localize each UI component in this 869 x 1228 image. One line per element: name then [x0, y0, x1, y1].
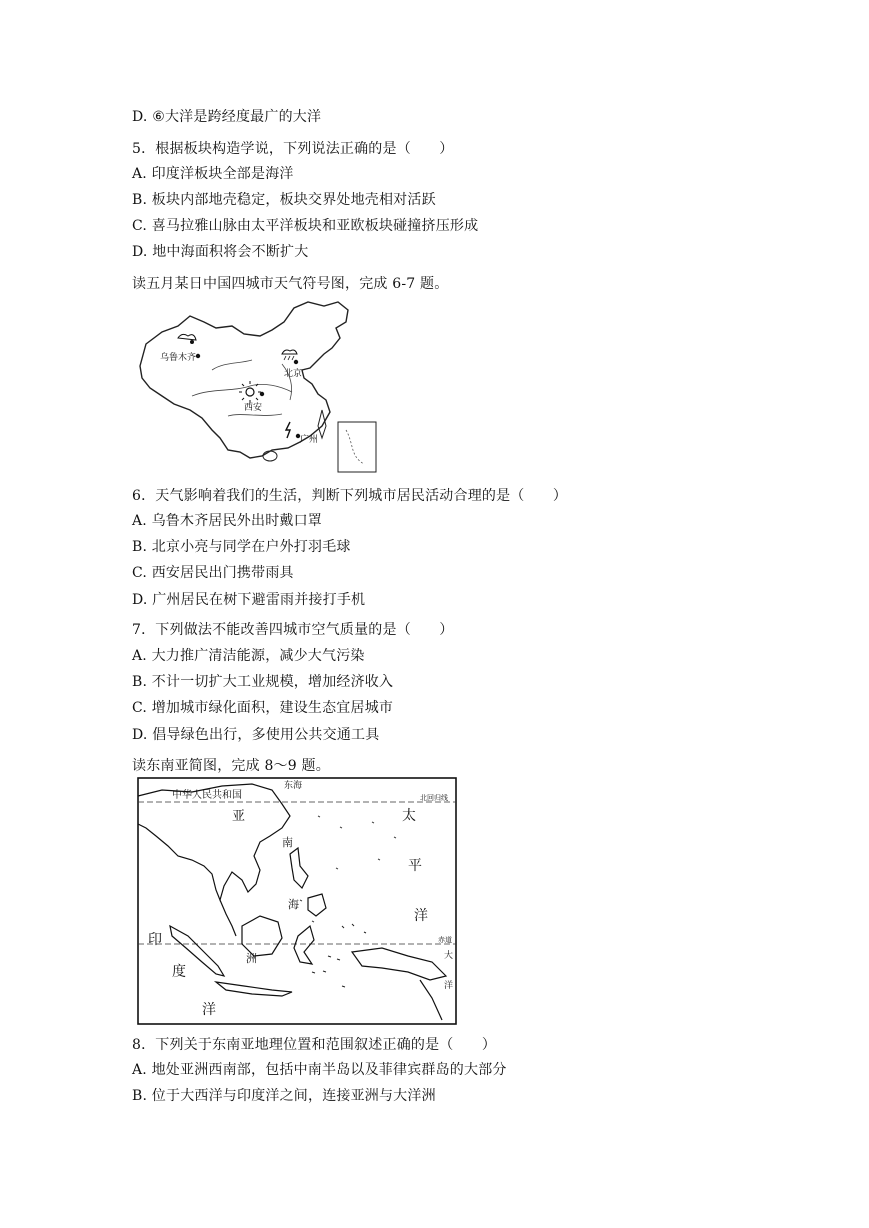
label-da: 大: [444, 951, 454, 961]
q6-option-d: D. 广州居民在树下避雷雨并接打手机: [132, 592, 366, 608]
intro-q8-9: 读东南亚简图，完成 8～9 题。: [132, 758, 330, 774]
q5-option-c: C. 喜马拉雅山脉由太平洋板块和亚欧板块碰撞挤压形成: [132, 218, 479, 234]
label-indian-3: 洋: [202, 1002, 216, 1018]
xian-dot: [260, 392, 264, 396]
label-tropic: 北回归线: [420, 794, 448, 802]
label-south: 南: [282, 836, 293, 849]
q7-option-a: A. 大力推广清洁能源，减少大气污染: [132, 648, 365, 664]
urumqi-label: 乌鲁木齐: [160, 353, 197, 363]
beijing-dot: [294, 360, 298, 364]
guangzhou-label: 广州: [300, 435, 319, 445]
southeast-asia-map: [132, 776, 462, 1028]
label-yang2: 洋: [444, 981, 454, 991]
label-pacific-1: 太: [402, 808, 416, 824]
label-east-sea: 东海: [284, 781, 303, 791]
label-indian-2: 度: [172, 964, 186, 980]
question-5: 5．根据板块构造学说，下列说法正确的是（ ）: [132, 141, 454, 157]
q7-option-c: C. 增加城市绿化面积，建设生态宜居城市: [132, 700, 394, 716]
q6-option-c: C. 西安居民出门携带雨具: [132, 565, 294, 581]
label-equator: 赤道: [438, 936, 452, 944]
q5-option-b: B. 板块内部地壳稳定，板块交界处地壳相对活跃: [132, 192, 436, 208]
label-prc: 中华人民共和国: [172, 790, 242, 801]
urumqi-dot: [196, 354, 200, 358]
q5-option-d: D. 地中海面积将会不断扩大: [132, 244, 309, 260]
label-pacific-3: 洋: [414, 908, 428, 924]
label-zhou: 洲: [246, 952, 257, 965]
question-7: 7．下列做法不能改善四城市空气质量的是（ ）: [132, 622, 454, 638]
china-weather-map: [132, 296, 382, 476]
q7-option-b: B. 不计一切扩大工业规模，增加经济收入: [132, 674, 394, 690]
question-8: 8．下列关于东南亚地理位置和范围叙述正确的是（ ）: [132, 1037, 497, 1053]
q4-option-d: D. ⑥大洋是跨经度最广的大洋: [132, 109, 322, 125]
xian-label: 西安: [244, 403, 263, 413]
beijing-weather-icon: [282, 350, 297, 360]
label-indian-1: 印: [148, 932, 162, 948]
guangzhou-thunder-icon: [286, 422, 290, 438]
label-sea: 海: [288, 898, 299, 911]
q5-option-a: A. 印度洋板块全部是海洋: [132, 166, 294, 182]
xian-sun-icon: [239, 381, 261, 403]
beijing-label: 北京: [284, 369, 303, 379]
q8-option-b: B. 位于大西洋与印度洋之间，连接亚洲与大洋洲: [132, 1088, 436, 1104]
urumqi-weather-icon: [178, 334, 196, 344]
q8-option-a: A. 地处亚洲西南部，包括中南半岛以及菲律宾群岛的大部分: [132, 1062, 507, 1078]
intro-q6-7: 读五月某日中国四城市天气符号图，完成 6-7 题。: [132, 276, 449, 292]
q7-option-d: D. 倡导绿色出行，多使用公共交通工具: [132, 727, 380, 743]
question-6: 6．天气影响着我们的生活，判断下列城市居民活动合理的是（ ）: [132, 488, 568, 504]
label-pacific-2: 平: [408, 858, 422, 874]
q6-option-a: A. 乌鲁木齐居民外出时戴口罩: [132, 513, 323, 529]
label-asia: 亚: [232, 809, 246, 824]
q6-option-b: B. 北京小亮与同学在户外打羽毛球: [132, 539, 351, 555]
